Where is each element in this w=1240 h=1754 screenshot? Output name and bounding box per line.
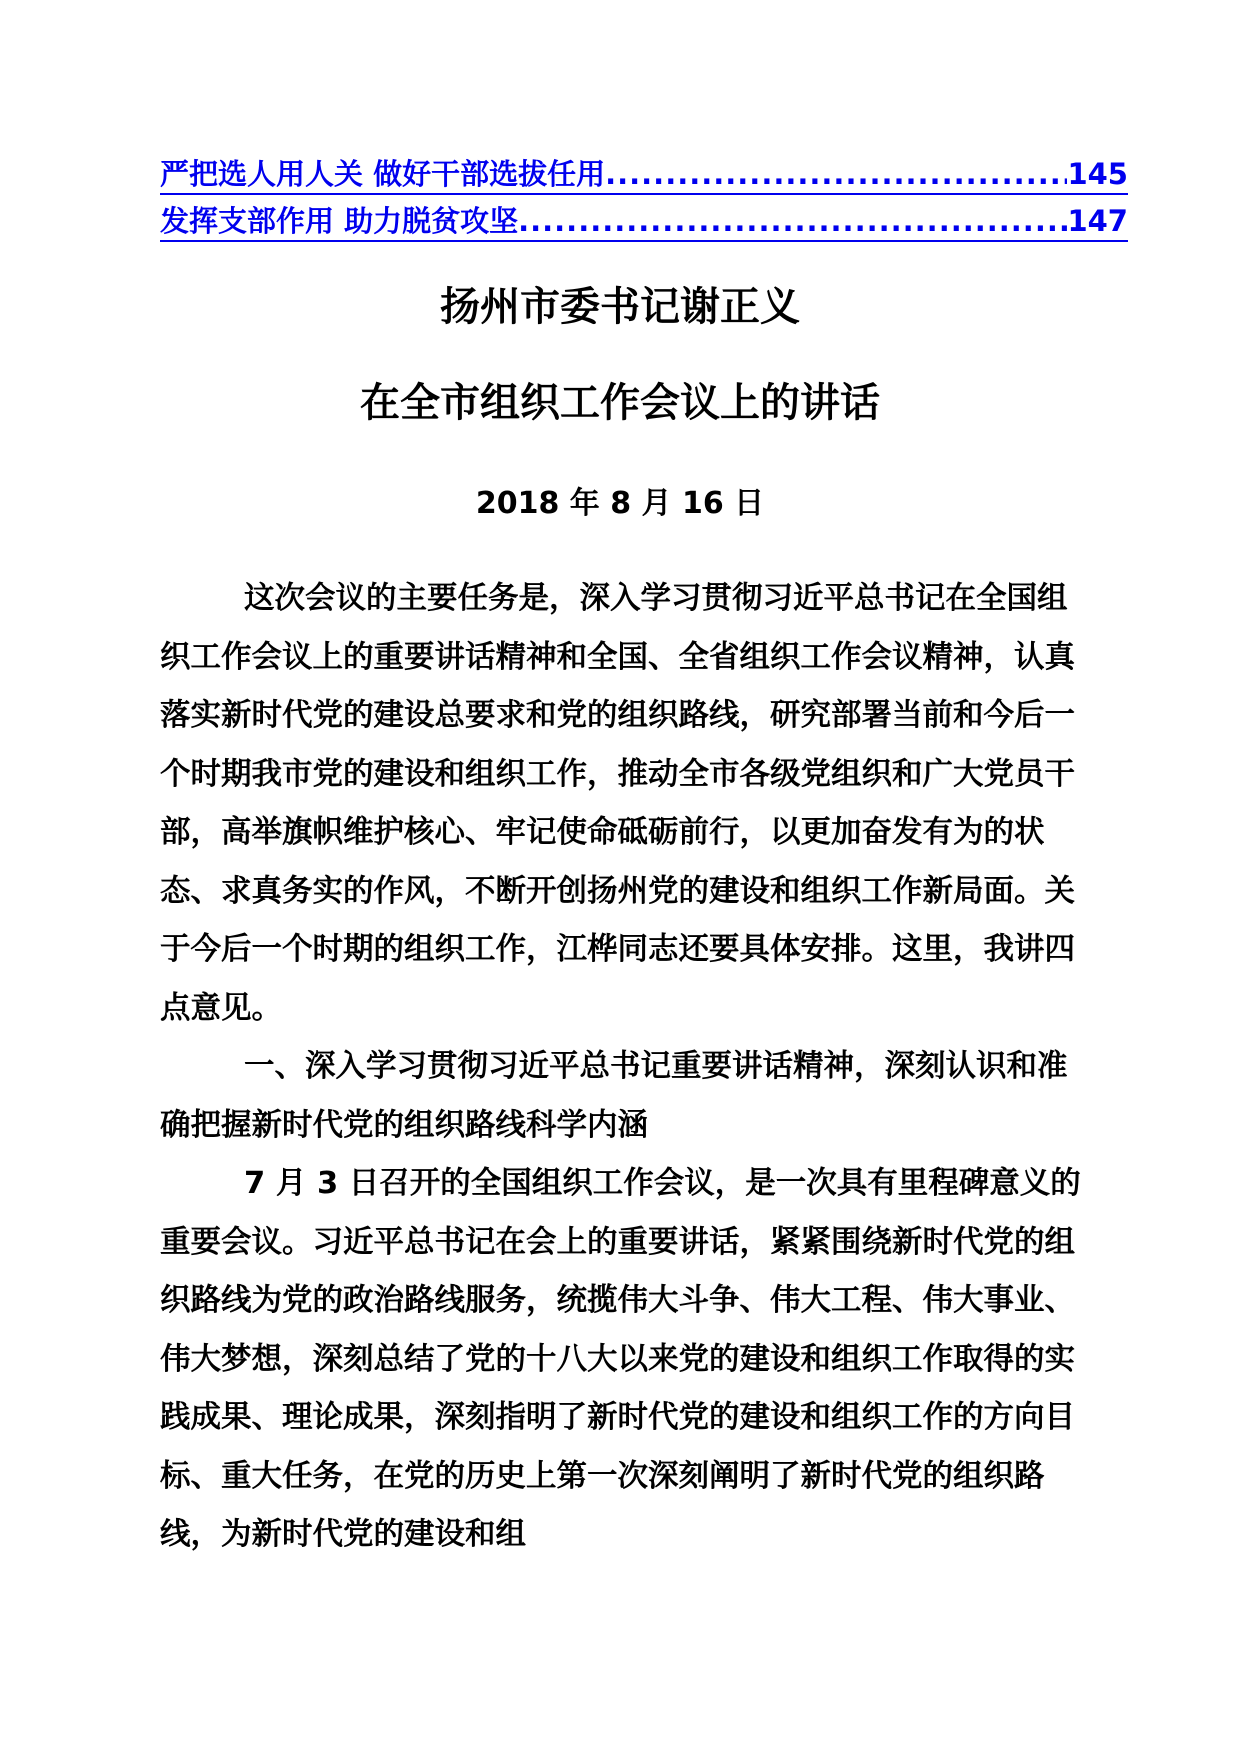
document-date: 2018 年 8 月 16 日: [475, 486, 765, 521]
toc-entry-title: 发挥支部作用 助力脱贫攻坚: [160, 204, 519, 238]
toc-entry-page: 147: [1067, 204, 1128, 238]
document-subtitle: 在全市组织工作会议上的讲话: [360, 380, 880, 426]
toc-leader-dots: [605, 156, 1067, 193]
toc-entry-title: 严把选人用人关 做好干部选拔任用: [160, 157, 606, 191]
section-heading: 一、深入学习贯彻习近平总书记重要讲话精神，深刻认识和准确把握新时代党的组织路线科学内涵: [160, 1049, 1068, 1143]
toc-entry-page: 145: [1067, 157, 1128, 191]
toc-entry[interactable]: [160, 197, 1128, 242]
body-paragraph: 7 月 3 日召开的全国组织工作会议，是一次具有里程碑意义的重要会议。习近平总书记在会上的重要讲话，紧紧围绕新时代党的组织路线为党的政治路线服务，统揽伟大斗争、伟大工程、伟大事业、伟大梦想，深刻总结了党的十八大以来党的建设和组织工作取得的实践成果、理论成果，深刻指明了新时代党的建设和组织工作的方向目标、重大任务，在党的历史上第一次深刻阐明了新时代党的组织路线，为新时代党的建设和组: [160, 1166, 1081, 1552]
document-body: [160, 570, 1088, 1565]
toc-leader-dots: [518, 203, 1067, 240]
body-paragraph: 这次会议的主要任务是，深入学习贯彻习近平总书记在全国组织工作会议上的重要讲话精神和全国、全省组织工作会议精神，认真落实新时代党的建设总要求和党的组织路线，研究部署当前和今后一个时期我市党的建设和组织工作，推动全市各级党组织和广大党员干部，高举旗帜维护核心、牢记使命砥砺前行，以更加奋发有为的状态、求真务实的作风，不断开创扬州党的建设和组织工作新局面。关于今后一个时期的组织工作，江桦同志还要具体安排。这里，我讲四点意见。: [160, 581, 1075, 1026]
document-title: 扬州市委书记谢正义: [440, 284, 800, 330]
table-of-contents: [160, 150, 1128, 244]
toc-entry[interactable]: [160, 150, 1128, 195]
